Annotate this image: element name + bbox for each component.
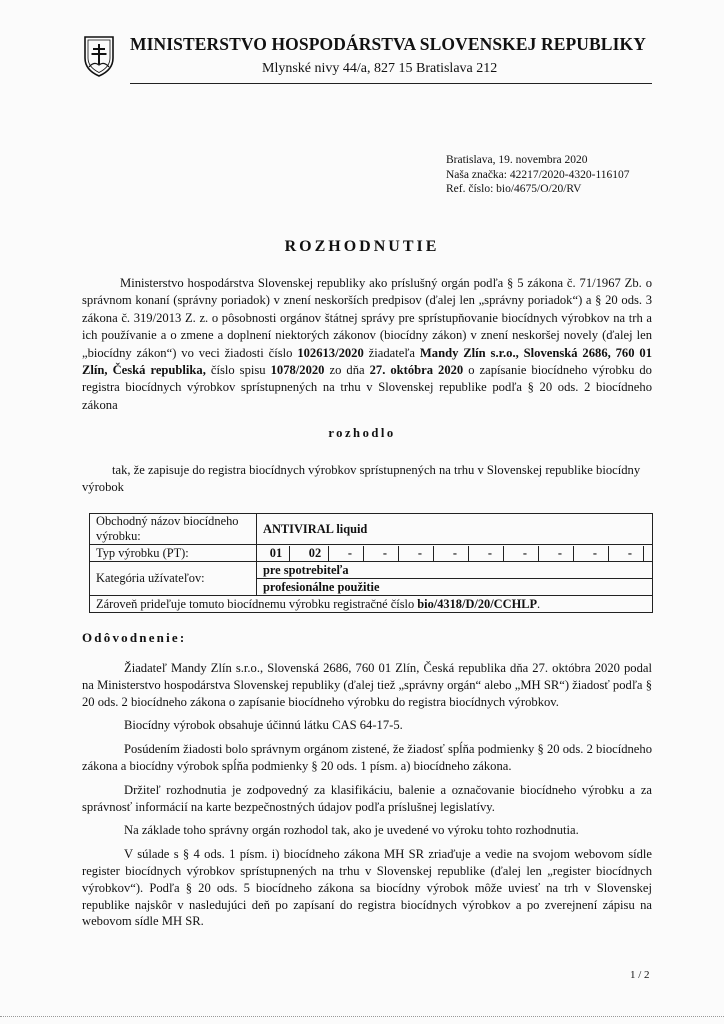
document-title: ROZHODNUTIE (284, 238, 440, 255)
product-type-cell: - (372, 546, 399, 561)
place-date: Bratislava, 19. novembra 2020 (446, 154, 588, 166)
trade-name-row (90, 514, 653, 545)
state-emblem-icon (82, 34, 116, 78)
product-type-cell: - (582, 546, 609, 561)
justification-heading: Odôvodnenie: (82, 630, 187, 645)
reference-number: Ref. číslo: bio/4675/O/20/RV (446, 183, 582, 195)
product-type-cell: - (337, 546, 364, 561)
reference-block (446, 153, 630, 197)
our-reference: Naša značka: 42217/2020-4320-116107 (446, 168, 630, 181)
justification-paragraph: V súlade s § 4 ods. 1 písm. i) biocídneho zákona MH SR zriaďuje a vedie na svojom webovom sídle register biocídnych výrobkov sprístupnených na trhu v Slovenskej republike (ďalej len „register biocídnych výrobkov“). Podľa § 20 ods. 5 biocídneho zákona sa biocídny výrobok môže uviesť na trh v Slovenskej republike najskôr v nasledujúci deň po zapísaní do registra biocídnych výrobkov a po zverejnení zápisu na webovom sídle MH SR. (82, 847, 652, 929)
product-type-cell: 01 (263, 546, 290, 561)
category-consumer: pre spotrebiteľa (257, 562, 652, 579)
decision-text: tak, že zapisuje do registra biocídnych výrobkov sprístupnených na trhu v Slovenskej republike biocídny výrobok (82, 463, 641, 495)
page-number: 1 / 2 (630, 969, 650, 981)
header-divider (130, 83, 652, 84)
product-type-cell: - (617, 546, 644, 561)
product-type-label: Typ výrobku (PT): (90, 545, 257, 562)
justification-body (82, 660, 652, 937)
product-type-cell: - (407, 546, 434, 561)
decision-heading: rozhodlo (328, 426, 396, 440)
registration-cell: Zároveň prideľuje tomuto biocídnemu výrobku registračné číslo bio/4318/D/20/CCHLP. (90, 596, 653, 613)
product-type-cell: - (512, 546, 539, 561)
intro-paragraph: Ministerstvo hospodárstva Slovenskej republiky ako príslušný orgán podľa § 5 zákona č. 71/1967 Zb. o správnom konaní (správny poriadok) v znení neskorších predpisov (ďalej len „správny poriadok“) a § 20 ods. 3 zákona č. 319/2013 Z. z. o pôsobnosti orgánov štátnej správy pre sprístupňovanie biocídnych výrobkov na trh a ich používanie a o zmene a doplnení niektorých zákonov (biocídny zákon) v znení neskoršej novely (ďalej len „biocídny zákon“) vo veci žiadosti číslo 102613/2020 žiadateľa Mandy Zlín s.r.o., Slovenská 2686, 760 01 Zlín, Česká republika, číslo spisu 1078/2020 zo dňa 27. októbra 2020 o zapísanie biocídneho výrobku do registra biocídnych výrobkov sprístupnených na trhu v Slovenskej republike podľa § 20 ods. 2 biocídneho zákona (82, 276, 652, 412)
product-type-cell: 02 (302, 546, 329, 561)
registration-row (90, 596, 653, 613)
product-type-row (90, 545, 653, 562)
justification-paragraph: Držiteľ rozhodnutia je zodpovedný za klasifikáciu, balenie a označovanie biocídneho výrobku a za správnosť informácií na karte bezpečnostných údajov podľa príslušnej legislatívy. (82, 782, 652, 814)
product-type-cell: - (477, 546, 504, 561)
ministry-name: MINISTERSTVO HOSPODÁRSTVA SLOVENSKEJ REPUBLIKY (130, 34, 646, 54)
category-label: Kategória užívateľov: (90, 562, 257, 596)
justification-paragraph: Na základe toho správny orgán rozhodol tak, ako je uvedené vo výroku tohto rozhodnutia. (124, 823, 579, 838)
product-table (89, 513, 653, 613)
trade-name-label: Obchodný názov biocídneho výrobku: (90, 514, 257, 545)
category-row (90, 562, 653, 596)
category-professional: profesionálne použitie (263, 580, 380, 594)
trade-name-value: ANTIVIRAL liquid (257, 514, 653, 545)
product-type-values (263, 546, 652, 561)
page-bottom-edge (0, 1016, 724, 1017)
justification-paragraph: Biocídny výrobok obsahuje účinnú látku CAS 64-17-5. (124, 718, 403, 733)
product-type-cell: - (442, 546, 469, 561)
justification-paragraph: Posúdením žiadosti bolo správnym orgánom zistené, že žiadosť spĺňa podmienky § 20 ods. 2 biocídneho zákona a biocídny výrobok spĺňa podmienky § 20 ods. 1 písm. a) biocídneho zákona. (82, 742, 652, 773)
registration-number: bio/4318/D/20/CCHLP (417, 596, 538, 611)
ministry-address: Mlynské nivy 44/a, 827 15 Bratislava 212 (262, 61, 498, 76)
justification-paragraph: Žiadateľ Mandy Zlín s.r.o., Slovenská 2686, 760 01 Zlín, Česká republika dňa 27. októbra 2020 podal na Ministerstvo hospodárstva Slovenskej republiky (ďalej tiež „správny orgán“ alebo „MH SR“) žiadosť podľa § 20 ods. 2 biocídneho zákona o zapísanie biocídneho výrobku do registra biocídnych výrobkov. (82, 661, 652, 709)
product-type-cell: - (547, 546, 574, 561)
